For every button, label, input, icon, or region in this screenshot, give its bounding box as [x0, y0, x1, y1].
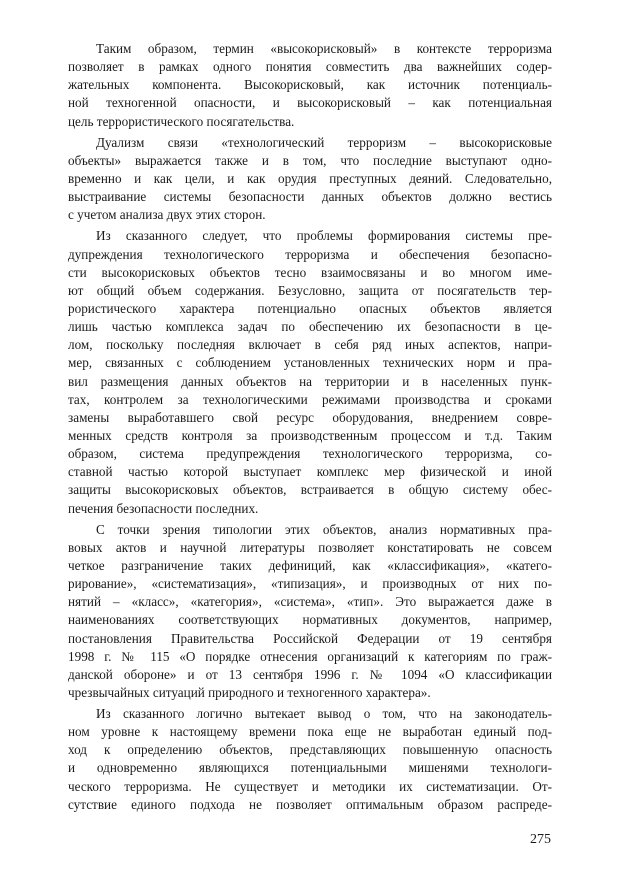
page-number: 275 [530, 832, 551, 847]
text-line: лишь частью комплекса задач по обеспечению их безопасности в це- [68, 319, 552, 335]
paragraph [68, 705, 552, 814]
paragraph [68, 40, 552, 131]
text-line: С точки зрения типологии этих объектов, анализ нормативных пра- [96, 521, 552, 537]
text-line: данской обороне» и от 13 сентября 1996 г. № 1094 «О классификации [68, 666, 552, 682]
text-line: сти высокорисковых объектов тесно взаимосвязаны и во многом име- [68, 264, 552, 280]
text-line: вовых актов и научной литературы позволяет констатировать не совсем [68, 539, 552, 555]
text-line: тах, контролем за технологическими режимами производства и сроками [68, 391, 552, 407]
text-line: постановления Правительства Российской Федерации от 19 сентября [68, 630, 552, 646]
text-line: лом, поскольку последняя включает в себя ряд иных аспектов, напри- [68, 337, 552, 353]
text-line: сутствие единого подхода не позволяет оптимальным образом распреде- [68, 796, 552, 812]
text-line: наименованиях соответствующих нормативных документов, например, [68, 612, 552, 628]
text-line: мер, связанных с соблюдением установленных технических норм и пра- [68, 355, 552, 371]
text-line: чрезвычайных ситуаций природного и техногенного характера». [68, 684, 431, 700]
paragraph [68, 227, 552, 517]
text-line: дупреждения технологического терроризма и обеспечения безопасно- [68, 246, 552, 262]
text-line: ставной частью которой выступает комплекс мер физической и иной [68, 464, 552, 480]
text-line: Дуализм связи «технологический терроризм – высокорисковые [96, 134, 552, 150]
text-line: ход к определению объектов, представляющих повышенную опасность [68, 742, 552, 758]
text-line: цель террористического посягательства. [68, 113, 295, 129]
text-line: рирование», «систематизация», «типизация», и производных от них по- [68, 576, 552, 592]
paragraph [68, 521, 552, 702]
text-line: позволяет в рамках одного понятия совместить два важнейших содер- [68, 59, 552, 75]
text-line: вил размещения данных объектов на территории и в населенных пунк- [68, 373, 552, 389]
text-line: рористического характера потенциально опасных объектов является [68, 300, 552, 316]
text-line: ют общий объем содержания. Безусловно, защита от посягательств тер- [68, 282, 552, 298]
text-line: образом, система предупреждения технологического терроризма, со- [68, 446, 552, 462]
text-line: Из сказанного следует, что проблемы формирования системы пре- [96, 228, 552, 244]
text-line: печения безопасности последних. [68, 500, 259, 516]
text-line: объекты» выражается также и в том, что последние выступают одно- [68, 152, 552, 168]
text-line: Таким образом, термин «высокорисковый» в контексте терроризма [96, 41, 552, 56]
text-line: ческого терроризма. Не существует и методики их систематизации. От- [68, 778, 552, 794]
text-line: ном уровне к настоящему времени пока еще не выработан единый под- [68, 724, 552, 740]
text-line: с учетом анализа двух этих сторон. [68, 207, 266, 223]
body-text [68, 40, 552, 814]
text-line: замены выработавшего свой ресурс оборудования, внедрением совре- [68, 409, 552, 425]
text-line: ной техногенной опасности, и высокорисковый – как потенциальная [68, 95, 552, 111]
text-line: четкое разграничение таких дефиниций, как «классификация», «катего- [68, 557, 552, 573]
text-line: менных средств контроля за производственным процессом и т.д. Таким [68, 427, 552, 443]
text-line: и одновременно являющихся потенциальными мишенями технологи- [68, 760, 552, 776]
paragraph [68, 134, 552, 225]
text-line: жательных компонента. Высокорисковый, как источник потенциаль- [68, 77, 552, 93]
text-line: 1998 г. № 115 «О порядке отнесения организаций к категориям по граж- [68, 648, 552, 664]
text-line: нятий – «класс», «категория», «система», «тип». Это выражается даже в [68, 594, 552, 610]
text-line: временно и как цели, и как орудия преступных деяний. Следовательно, [68, 170, 552, 186]
text-line: защиты высокорисковых объектов, встраивается в общую систему обес- [68, 482, 552, 498]
text-line: выстраивание системы безопасности данных объектов должно вестись [68, 189, 552, 205]
text-line: Из сказанного логично вытекает вывод о том, что на законодатель- [96, 706, 552, 722]
